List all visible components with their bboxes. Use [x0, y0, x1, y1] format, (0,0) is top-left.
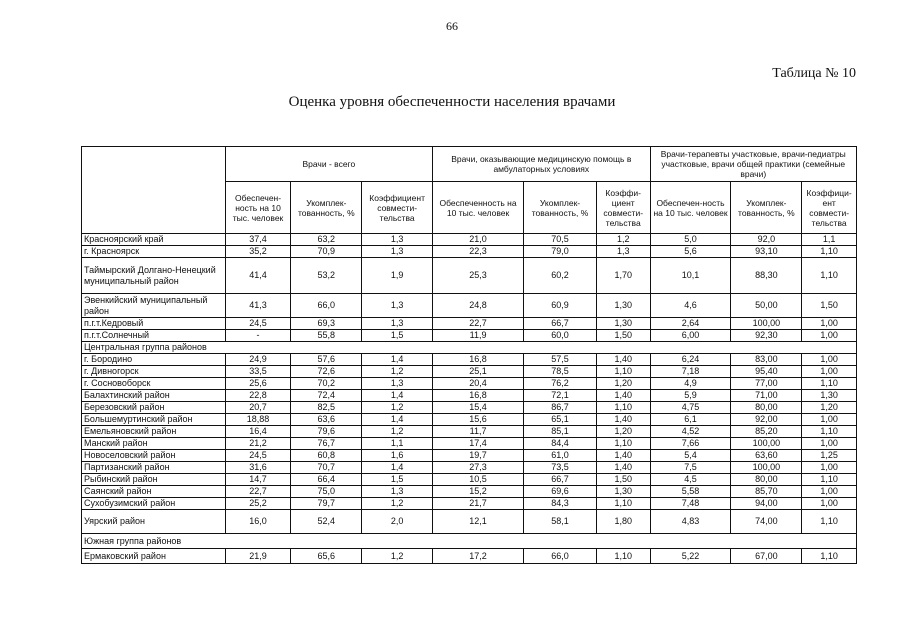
- value-cell: 1,6: [362, 450, 433, 462]
- value-cell: 7,5: [650, 462, 731, 474]
- value-cell: 4,9: [650, 378, 731, 390]
- value-cell: 100,00: [731, 438, 802, 450]
- value-cell: 75,0: [291, 486, 362, 498]
- value-cell: 86,7: [524, 402, 597, 414]
- table-row: [82, 354, 857, 366]
- value-cell: 1,40: [596, 354, 650, 366]
- subheader-cell: Укомплек-тованность, %: [524, 182, 597, 234]
- table-row: [82, 414, 857, 426]
- value-cell: 1,4: [362, 462, 433, 474]
- table-row: [82, 378, 857, 390]
- value-cell: 31,6: [225, 462, 291, 474]
- value-cell: 7,66: [650, 438, 731, 450]
- region-name: г. Дивногорск: [82, 366, 226, 378]
- value-cell: 1,4: [362, 414, 433, 426]
- value-cell: 5,9: [650, 390, 731, 402]
- value-cell: 1,10: [802, 246, 857, 258]
- table-row: [82, 474, 857, 486]
- table-row: [82, 234, 857, 246]
- region-name: Уярский район: [82, 510, 226, 534]
- value-cell: 94,00: [731, 498, 802, 510]
- group-header-all-doctors: Врачи - всего: [225, 147, 432, 182]
- value-cell: 1,25: [802, 450, 857, 462]
- value-cell: 25,6: [225, 378, 291, 390]
- value-cell: 66,0: [524, 549, 597, 564]
- value-cell: 16,8: [433, 390, 524, 402]
- value-cell: 73,5: [524, 462, 597, 474]
- region-name: Большемуртинский район: [82, 414, 226, 426]
- value-cell: 16,4: [225, 426, 291, 438]
- value-cell: 15,4: [433, 402, 524, 414]
- value-cell: 10,1: [650, 258, 731, 294]
- value-cell: 1,2: [362, 498, 433, 510]
- value-cell: 17,4: [433, 438, 524, 450]
- value-cell: 63,60: [731, 450, 802, 462]
- value-cell: 4,6: [650, 294, 731, 318]
- section-row: [82, 342, 857, 354]
- value-cell: 85,20: [731, 426, 802, 438]
- value-cell: 88,30: [731, 258, 802, 294]
- page-number: 66: [446, 19, 458, 33]
- value-cell: 70,7: [291, 462, 362, 474]
- value-cell: 1,10: [596, 438, 650, 450]
- region-column-header: [82, 147, 226, 234]
- value-cell: 6,1: [650, 414, 731, 426]
- value-cell: 1,10: [802, 378, 857, 390]
- value-cell: 1,00: [802, 330, 857, 342]
- value-cell: 7,48: [650, 498, 731, 510]
- value-cell: 70,9: [291, 246, 362, 258]
- value-cell: 1,30: [596, 318, 650, 330]
- value-cell: 76,7: [291, 438, 362, 450]
- value-cell: 93,10: [731, 246, 802, 258]
- value-cell: 21,2: [225, 438, 291, 450]
- region-name: Манский район: [82, 438, 226, 450]
- value-cell: 1,10: [596, 366, 650, 378]
- region-name: Сухобузимский район: [82, 498, 226, 510]
- value-cell: 1,70: [596, 258, 650, 294]
- table-row: [82, 426, 857, 438]
- value-cell: 1,00: [802, 366, 857, 378]
- region-name: Саянский район: [82, 486, 226, 498]
- value-cell: 66,7: [524, 318, 597, 330]
- value-cell: 22,3: [433, 246, 524, 258]
- value-cell: 1,4: [362, 390, 433, 402]
- value-cell: 95,40: [731, 366, 802, 378]
- value-cell: 1,40: [596, 390, 650, 402]
- value-cell: 69,3: [291, 318, 362, 330]
- value-cell: 66,0: [291, 294, 362, 318]
- table-row: [82, 402, 857, 414]
- value-cell: 1,40: [596, 414, 650, 426]
- value-cell: 1,5: [362, 330, 433, 342]
- value-cell: 5,6: [650, 246, 731, 258]
- value-cell: 22,8: [225, 390, 291, 402]
- subheader-cell: Укомплек-тованность, %: [731, 182, 802, 234]
- value-cell: 1,10: [596, 402, 650, 414]
- table-row: [82, 294, 857, 318]
- value-cell: 69,6: [524, 486, 597, 498]
- value-cell: 82,5: [291, 402, 362, 414]
- value-cell: 1,1: [802, 234, 857, 246]
- value-cell: 100,00: [731, 462, 802, 474]
- value-cell: 1,1: [362, 438, 433, 450]
- value-cell: 1,2: [362, 549, 433, 564]
- value-cell: 66,7: [524, 474, 597, 486]
- value-cell: 67,00: [731, 549, 802, 564]
- table-row: [82, 510, 857, 534]
- value-cell: 1,40: [596, 450, 650, 462]
- value-cell: 79,7: [291, 498, 362, 510]
- value-cell: 1,00: [802, 438, 857, 450]
- value-cell: 65,6: [291, 549, 362, 564]
- value-cell: 57,6: [291, 354, 362, 366]
- table-row: [82, 498, 857, 510]
- value-cell: 20,7: [225, 402, 291, 414]
- value-cell: 1,20: [596, 426, 650, 438]
- value-cell: 1,3: [362, 378, 433, 390]
- value-cell: 1,00: [802, 354, 857, 366]
- value-cell: 1,00: [802, 498, 857, 510]
- value-cell: 1,50: [596, 474, 650, 486]
- subheader-cell: Коэффи-циент совмести-тельства: [596, 182, 650, 234]
- value-cell: 11,9: [433, 330, 524, 342]
- value-cell: 50,00: [731, 294, 802, 318]
- value-cell: 85,70: [731, 486, 802, 498]
- table-row: [82, 330, 857, 342]
- value-cell: 80,00: [731, 474, 802, 486]
- subheader-cell: Коэффици-ент совмести-тельства: [802, 182, 857, 234]
- value-cell: 66,4: [291, 474, 362, 486]
- value-cell: 21,9: [225, 549, 291, 564]
- value-cell: 22,7: [433, 318, 524, 330]
- value-cell: 2,0: [362, 510, 433, 534]
- section-label: Южная группа районов: [82, 534, 857, 549]
- value-cell: 79,6: [291, 426, 362, 438]
- value-cell: 72,1: [524, 390, 597, 402]
- table-row: [82, 450, 857, 462]
- value-cell: 1,2: [362, 426, 433, 438]
- value-cell: 24,8: [433, 294, 524, 318]
- value-cell: 4,83: [650, 510, 731, 534]
- value-cell: 60,9: [524, 294, 597, 318]
- value-cell: 100,00: [731, 318, 802, 330]
- value-cell: 35,2: [225, 246, 291, 258]
- value-cell: 1,10: [596, 549, 650, 564]
- table-row: [82, 246, 857, 258]
- value-cell: 1,3: [362, 294, 433, 318]
- table-row: [82, 258, 857, 294]
- table-label: Таблица № 10: [772, 66, 856, 81]
- region-name: п.г.т.Солнечный: [82, 330, 226, 342]
- value-cell: 1,10: [596, 498, 650, 510]
- value-cell: 12,1: [433, 510, 524, 534]
- value-cell: 80,00: [731, 402, 802, 414]
- value-cell: -: [225, 330, 291, 342]
- value-cell: 1,80: [596, 510, 650, 534]
- value-cell: 11,7: [433, 426, 524, 438]
- value-cell: 1,20: [596, 378, 650, 390]
- region-name: г. Бородино: [82, 354, 226, 366]
- value-cell: 74,00: [731, 510, 802, 534]
- value-cell: 1,10: [802, 474, 857, 486]
- region-name: п.г.т.Кедровый: [82, 318, 226, 330]
- value-cell: 5,0: [650, 234, 731, 246]
- value-cell: 1,9: [362, 258, 433, 294]
- value-cell: 5,58: [650, 486, 731, 498]
- value-cell: 21,0: [433, 234, 524, 246]
- value-cell: 1,30: [802, 390, 857, 402]
- value-cell: 60,8: [291, 450, 362, 462]
- value-cell: 41,4: [225, 258, 291, 294]
- value-cell: 1,4: [362, 354, 433, 366]
- value-cell: 1,00: [802, 486, 857, 498]
- value-cell: 1,50: [596, 330, 650, 342]
- value-cell: 27,3: [433, 462, 524, 474]
- value-cell: 52,4: [291, 510, 362, 534]
- value-cell: 15,6: [433, 414, 524, 426]
- region-name: Емельяновский район: [82, 426, 226, 438]
- value-cell: 1,00: [802, 318, 857, 330]
- value-cell: 5,22: [650, 549, 731, 564]
- table-row: [82, 390, 857, 402]
- value-cell: 84,3: [524, 498, 597, 510]
- value-cell: 16,0: [225, 510, 291, 534]
- value-cell: 1,20: [802, 402, 857, 414]
- value-cell: 24,9: [225, 354, 291, 366]
- value-cell: 1,2: [362, 366, 433, 378]
- table-row: [82, 366, 857, 378]
- subheader-cell: Коэффициент совмести-тельства: [362, 182, 433, 234]
- value-cell: 78,5: [524, 366, 597, 378]
- value-cell: 1,50: [802, 294, 857, 318]
- value-cell: 4,5: [650, 474, 731, 486]
- value-cell: 1,40: [596, 462, 650, 474]
- value-cell: 70,5: [524, 234, 597, 246]
- group-header-row: [82, 147, 857, 182]
- value-cell: 24,5: [225, 450, 291, 462]
- table-row: [82, 318, 857, 330]
- value-cell: 1,3: [362, 246, 433, 258]
- value-cell: 61,0: [524, 450, 597, 462]
- value-cell: 2,64: [650, 318, 731, 330]
- subheader-cell: Обеспечен-ность на 10 тыс. человек: [650, 182, 731, 234]
- value-cell: 25,2: [225, 498, 291, 510]
- subheader-cell: Укомплек-тованность, %: [291, 182, 362, 234]
- value-cell: 20,4: [433, 378, 524, 390]
- value-cell: 1,30: [596, 486, 650, 498]
- value-cell: 55,8: [291, 330, 362, 342]
- value-cell: 1,10: [802, 258, 857, 294]
- value-cell: 92,0: [731, 234, 802, 246]
- value-cell: 1,3: [362, 234, 433, 246]
- region-name: Эвенкийский муниципальный район: [82, 294, 226, 318]
- value-cell: 63,6: [291, 414, 362, 426]
- region-name: Березовский район: [82, 402, 226, 414]
- value-cell: 1,5: [362, 474, 433, 486]
- value-cell: 76,2: [524, 378, 597, 390]
- value-cell: 79,0: [524, 246, 597, 258]
- value-cell: 6,24: [650, 354, 731, 366]
- value-cell: 83,00: [731, 354, 802, 366]
- value-cell: 1,00: [802, 462, 857, 474]
- subheader-cell: Обеспеченность на 10 тыс. человек: [433, 182, 524, 234]
- value-cell: 14,7: [225, 474, 291, 486]
- value-cell: 85,1: [524, 426, 597, 438]
- value-cell: 60,0: [524, 330, 597, 342]
- value-cell: 58,1: [524, 510, 597, 534]
- document-title: Оценка уровня обеспеченности населения врачами: [288, 94, 616, 110]
- value-cell: 33,5: [225, 366, 291, 378]
- region-name: г. Красноярск: [82, 246, 226, 258]
- value-cell: 1,30: [596, 294, 650, 318]
- region-name: Рыбинский район: [82, 474, 226, 486]
- value-cell: 1,10: [802, 510, 857, 534]
- value-cell: 72,4: [291, 390, 362, 402]
- value-cell: 16,8: [433, 354, 524, 366]
- table-row: [82, 549, 857, 564]
- value-cell: 19,7: [433, 450, 524, 462]
- value-cell: 92,00: [731, 414, 802, 426]
- value-cell: 71,00: [731, 390, 802, 402]
- region-name: Красноярский край: [82, 234, 226, 246]
- region-name: Ермаковский район: [82, 549, 226, 564]
- value-cell: 1,00: [802, 414, 857, 426]
- value-cell: 21,7: [433, 498, 524, 510]
- value-cell: 72,6: [291, 366, 362, 378]
- value-cell: 4,75: [650, 402, 731, 414]
- region-name: Новоселовский район: [82, 450, 226, 462]
- value-cell: 57,5: [524, 354, 597, 366]
- value-cell: 65,1: [524, 414, 597, 426]
- value-cell: 37,4: [225, 234, 291, 246]
- value-cell: 84,4: [524, 438, 597, 450]
- region-name: Таймырский Долгано-Ненецкий муниципальный район: [82, 258, 226, 294]
- value-cell: 18,88: [225, 414, 291, 426]
- region-name: Партизанский район: [82, 462, 226, 474]
- value-cell: 70,2: [291, 378, 362, 390]
- table-row: [82, 462, 857, 474]
- value-cell: 25,1: [433, 366, 524, 378]
- value-cell: 77,00: [731, 378, 802, 390]
- value-cell: 1,3: [596, 246, 650, 258]
- subheader-cell: Обеспечен-ность на 10 тыс. человек: [225, 182, 291, 234]
- section-row: [82, 534, 857, 549]
- value-cell: 22,7: [225, 486, 291, 498]
- value-cell: 63,2: [291, 234, 362, 246]
- group-header-outpatient: Врачи, оказывающие медицинскую помощь в амбулаторных условиях: [433, 147, 650, 182]
- value-cell: 5,4: [650, 450, 731, 462]
- table-body: [82, 234, 857, 564]
- value-cell: 53,2: [291, 258, 362, 294]
- value-cell: 1,2: [362, 402, 433, 414]
- group-header-district-doctors: Врачи-терапевты участковые, врачи-педиатры участковые, врачи общей практики (семейные врачи): [650, 147, 856, 182]
- value-cell: 1,3: [362, 486, 433, 498]
- physicians-table: [81, 146, 857, 564]
- value-cell: 15,2: [433, 486, 524, 498]
- value-cell: 25,3: [433, 258, 524, 294]
- value-cell: 1,3: [362, 318, 433, 330]
- region-name: г. Сосновоборск: [82, 378, 226, 390]
- table-row: [82, 486, 857, 498]
- region-name: Балахтинский район: [82, 390, 226, 402]
- table-row: [82, 438, 857, 450]
- value-cell: 1,10: [802, 426, 857, 438]
- value-cell: 6,00: [650, 330, 731, 342]
- value-cell: 92,30: [731, 330, 802, 342]
- value-cell: 10,5: [433, 474, 524, 486]
- value-cell: 60,2: [524, 258, 597, 294]
- value-cell: 1,2: [596, 234, 650, 246]
- section-label: Центральная группа районов: [82, 342, 857, 354]
- value-cell: 24,5: [225, 318, 291, 330]
- value-cell: 1,10: [802, 549, 857, 564]
- value-cell: 17,2: [433, 549, 524, 564]
- value-cell: 7,18: [650, 366, 731, 378]
- value-cell: 41,3: [225, 294, 291, 318]
- value-cell: 4,52: [650, 426, 731, 438]
